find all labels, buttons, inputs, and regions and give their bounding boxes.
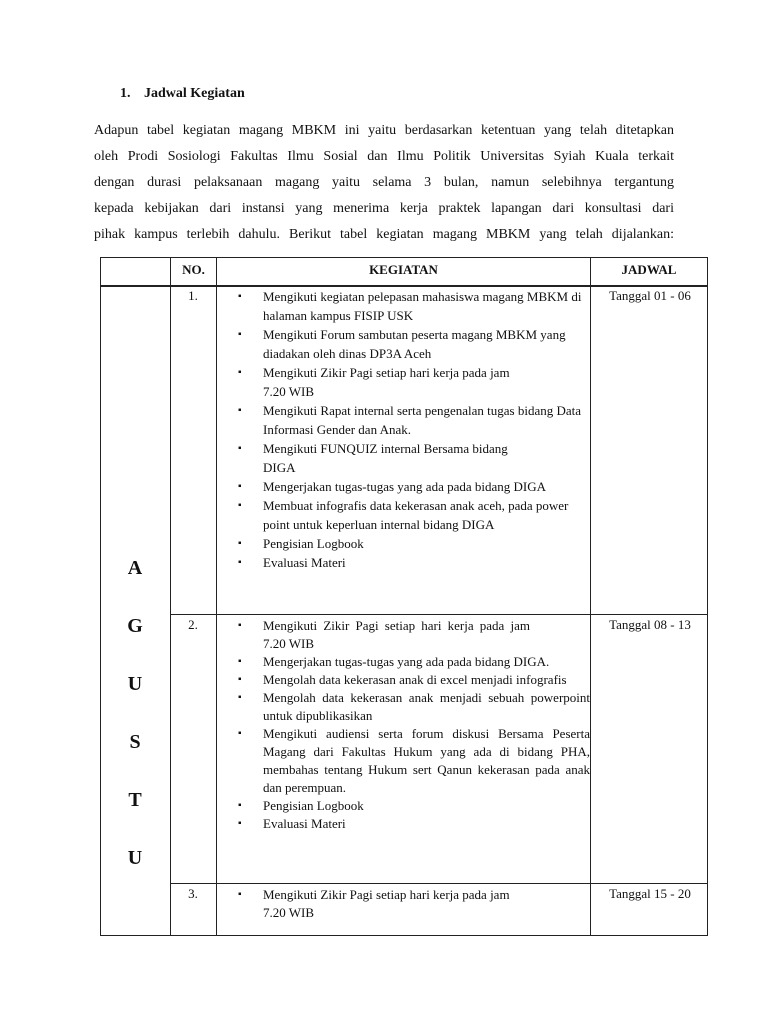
activity-item: ▪ Mengikuti kegiatan pelepasan mahasiswa magang MBKM di halaman kampus FISIP USK xyxy=(238,287,590,325)
month-letter: U xyxy=(127,847,143,869)
activity-item: ▪ Mengikuti Zikir Pagi setiap hari kerja pada jam 7.20 WIB xyxy=(238,363,590,401)
row-date: Tanggal 08 - 13 xyxy=(609,617,691,632)
row-date: Tanggal 15 - 20 xyxy=(609,886,691,901)
activity-item: ▪ Mengikuti FUNQUIZ internal Bersama bidang DIGA xyxy=(238,439,590,477)
month-letter: S xyxy=(129,731,141,753)
column-divider xyxy=(590,257,591,936)
header-kegiatan: KEGIATAN xyxy=(369,262,438,277)
row-date: Tanggal 01 - 06 xyxy=(609,288,691,303)
activity-item: ▪ Mengikuti audiensi serta forum diskusi Bersama Peserta Magang dari Fakultas Hukum yang ada di bidang PHA, membahas tentang Hukum sert Qanun kekerasan pada anak dan perempuan. xyxy=(238,725,590,797)
intro-paragraph xyxy=(94,118,674,248)
intro-line: Adapun tabel kegiatan magang MBKM ini yaitu berdasarkan ketentuan yang telah ditetapkan xyxy=(94,123,674,138)
table-border-top xyxy=(100,257,708,258)
intro-line: oleh Prodi Sosiologi Fakultas Ilmu Sosial dan Ilmu Politik Universitas Syiah Kuala terkait xyxy=(94,149,674,164)
activity-list xyxy=(238,886,590,922)
month-letter: G xyxy=(127,615,143,637)
column-divider xyxy=(170,257,171,936)
intro-line: pihak kampus terlebih dahulu. Berikut tabel kegiatan magang MBKM yang telah dijalankan: xyxy=(94,227,674,242)
activity-item: ▪ Mengikuti Zikir Pagi setiap hari kerja pada jam 7.20 WIB xyxy=(238,886,590,922)
activity-item: ▪ Evaluasi Materi xyxy=(238,815,590,833)
intro-line: dengan durasi pelaksanaan magang yaitu selama 3 bulan, namun selebihnya tergantung xyxy=(94,175,674,190)
month-letter: A xyxy=(127,557,143,579)
row-divider xyxy=(170,614,708,615)
table-border-bottom xyxy=(100,935,708,936)
activity-item: ▪ Mengikuti Rapat internal serta pengenalan tugas bidang Data Informasi Gender dan Anak. xyxy=(238,401,590,439)
row-number: 2. xyxy=(188,617,198,632)
activity-item: ▪ Mengikuti Zikir Pagi setiap hari kerja pada jam 7.20 WIB xyxy=(238,617,590,653)
table-border-right xyxy=(707,257,708,936)
section-number: 1. xyxy=(120,86,131,101)
activity-list xyxy=(238,287,590,572)
month-label xyxy=(100,555,170,903)
header-no: NO. xyxy=(182,262,205,277)
activity-item: ▪ Mengikuti Forum sambutan peserta magang MBKM yang diadakan oleh dinas DP3A Aceh xyxy=(238,325,590,363)
activity-item: ▪ Mengerjakan tugas-tugas yang ada pada bidang DIGA xyxy=(238,477,590,496)
section-heading xyxy=(120,86,245,102)
month-letter: U xyxy=(127,673,143,695)
row-number: 1. xyxy=(188,288,198,303)
column-divider xyxy=(216,257,217,936)
row-number: 3. xyxy=(188,886,198,901)
activity-item: ▪ Evaluasi Materi xyxy=(238,553,590,572)
activity-item: ▪ Mengolah data kekerasan anak di excel menjadi infografis xyxy=(238,671,590,689)
intro-line: kepada kebijakan dari instansi yang menerima kerja praktek lapangan dari konsultasi dari xyxy=(94,201,674,216)
header-jadwal: JADWAL xyxy=(621,262,677,277)
activity-item: ▪ Pengisian Logbook xyxy=(238,534,590,553)
activity-item: ▪ Mengerjakan tugas-tugas yang ada pada bidang DIGA. xyxy=(238,653,590,671)
activity-item: ▪ Mengolah data kekerasan anak menjadi sebuah powerpoint untuk dipublikasikan xyxy=(238,689,590,725)
section-title: Jadwal Kegiatan xyxy=(144,86,245,101)
row-divider xyxy=(170,883,708,884)
month-letter: T xyxy=(128,789,142,811)
activity-item: ▪ Membuat infografis data kekerasan anak aceh, pada power point untuk keperluan internal bidang DIGA xyxy=(238,496,590,534)
activity-list xyxy=(238,617,590,833)
activity-item: ▪ Pengisian Logbook xyxy=(238,797,590,815)
